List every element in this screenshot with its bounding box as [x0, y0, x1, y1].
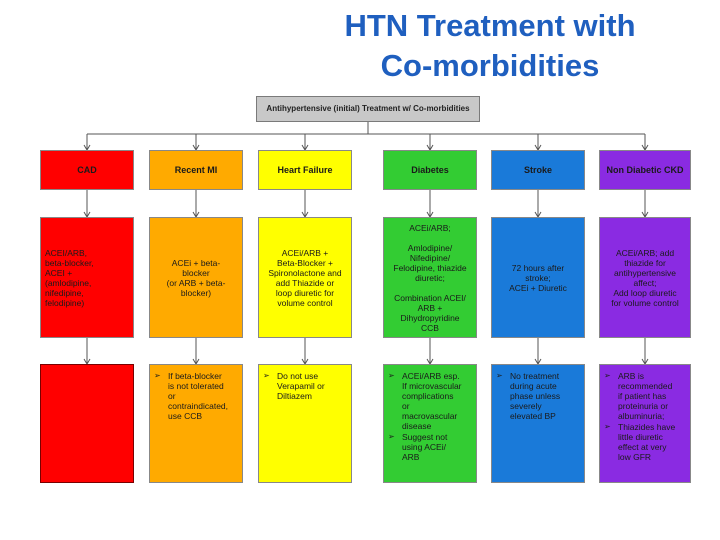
treatment-line: ARB +	[417, 302, 443, 313]
treatment-line: ACEi/ARB; add	[615, 247, 675, 258]
treatment-line: Amlodipine/	[407, 242, 453, 253]
title-line-1: HTN Treatment with	[344, 8, 636, 43]
note-line: If beta-blocker	[168, 371, 222, 381]
treatment-line: blocker)	[180, 287, 212, 298]
note-line: disease	[402, 421, 432, 431]
treatment-diabetes	[383, 217, 477, 338]
treatment-line: Felodipine, thiazide	[393, 262, 467, 273]
note-line: Suggest not	[402, 432, 448, 442]
treatment-line: antihypertensive	[614, 267, 676, 278]
notes-list	[263, 371, 347, 401]
header-cad: CAD	[40, 150, 134, 190]
treatment-line: Spironolactone and	[268, 267, 342, 278]
note-line: If microvascular	[402, 381, 462, 391]
note-line: albuminuria;	[618, 411, 665, 421]
header-recent-mi: Recent MI	[149, 150, 243, 190]
note-line: low GFR	[618, 452, 652, 462]
treatment-line: felodipine)	[45, 297, 85, 308]
note-item	[496, 371, 580, 421]
treatment-line: Dihydropyridine	[400, 312, 460, 323]
treatment-line	[393, 233, 466, 243]
treatment-text	[611, 248, 679, 308]
treatment-line: (or ARB + beta-	[166, 277, 226, 288]
note-line: is not tolerated	[168, 381, 224, 391]
note-line: elevated BP	[510, 411, 556, 421]
note-line: effect at very	[618, 442, 667, 452]
treatment-line: ACEi + Diuretic	[509, 282, 567, 293]
treatment-stroke	[491, 217, 585, 338]
note-line: if patient has	[618, 391, 667, 401]
treatment-text	[509, 263, 567, 293]
note-line: severely	[510, 401, 542, 411]
note-line: using ACEi/	[402, 442, 446, 452]
treatment-line: volume control	[277, 297, 333, 308]
treatment-line: diuretic;	[415, 272, 445, 283]
note-line: contraindicated,	[168, 401, 229, 411]
note-line: Verapamil or	[277, 381, 325, 391]
arrow-bullet-icon: ➢	[154, 371, 161, 380]
note-line: Do not use	[277, 371, 319, 381]
treatment-line: 72 hours after	[511, 262, 565, 273]
notes-list	[604, 371, 686, 462]
treatment-line: beta-blocker,	[45, 257, 94, 268]
note-line: ACEi/ARB esp.	[402, 371, 460, 381]
treatment-text	[167, 258, 226, 298]
notes-list	[496, 371, 580, 421]
arrow-bullet-icon: ➢	[604, 371, 611, 380]
note-line: Diltiazem	[277, 391, 312, 401]
note-line: or	[168, 391, 176, 401]
arrow-bullet-icon: ➢	[388, 432, 395, 441]
note-line: use CCB	[168, 411, 203, 421]
treatment-line	[393, 283, 466, 293]
notes-recent-mi	[149, 364, 243, 483]
treatment-line: thiazide for	[624, 257, 666, 268]
note-line: ARB	[402, 452, 420, 462]
note-line: complications	[402, 391, 454, 401]
notes-diabetes	[383, 364, 477, 483]
treatment-text	[268, 248, 341, 308]
notes-cad	[40, 364, 134, 483]
notes-stroke	[491, 364, 585, 483]
treatment-line: CCB	[421, 322, 439, 333]
treatment-line: Beta-Blocker +	[276, 257, 333, 268]
root-node: Antihypertensive (initial) Treatment w/ Co-morbidities	[256, 96, 480, 122]
note-line: little diuretic	[618, 432, 663, 442]
arrow-bullet-icon: ➢	[263, 371, 270, 380]
note-line: phase unless	[510, 391, 561, 401]
note-line: Thiazides have	[618, 422, 676, 432]
header-non-diabetic-ckd: Non Diabetic CKD	[599, 150, 691, 190]
note-item	[604, 422, 686, 462]
treatment-line: add Thiazide or	[275, 277, 335, 288]
treatment-line: Nifedipine/	[409, 252, 451, 263]
note-line: proteinuria or	[618, 401, 669, 411]
note-item	[263, 371, 347, 401]
header-stroke: Stroke	[491, 150, 585, 190]
note-line: or	[402, 401, 410, 411]
treatment-line: stroke;	[525, 272, 551, 283]
note-line: macrovascular	[402, 411, 458, 421]
treatment-line: ACEI/ARB,	[45, 247, 88, 258]
note-item	[388, 432, 472, 462]
treatment-line: affect;	[633, 277, 657, 288]
treatment-line: ACEi/ARB +	[281, 247, 329, 258]
arrow-bullet-icon: ➢	[388, 371, 395, 380]
title-line-2: Co-morbidities	[380, 48, 600, 83]
treatment-line: for volume control	[611, 297, 679, 308]
note-line: ARB is	[618, 371, 644, 381]
treatment-line: (amlodipine,	[45, 277, 92, 288]
note-line: recommended	[618, 381, 673, 391]
treatment-line: Add loop diuretic	[613, 287, 677, 298]
treatment-recent-mi	[149, 217, 243, 338]
treatment-line: ACEi + beta-	[171, 257, 221, 268]
treatment-heart-failure	[258, 217, 352, 338]
treatment-line: blocker	[182, 267, 210, 278]
treatment-cad	[40, 217, 134, 338]
note-line: during acute	[510, 381, 557, 391]
treatment-line: loop diuretic for	[275, 287, 335, 298]
treatment-line: ACEi/ARB;	[409, 222, 451, 233]
treatment-line: nifedipine,	[45, 287, 84, 298]
treatment-line: Combination ACEI/	[394, 292, 466, 303]
arrow-bullet-icon: ➢	[604, 422, 611, 431]
header-heart-failure: Heart Failure	[258, 150, 352, 190]
notes-list	[154, 371, 238, 421]
note-item	[154, 371, 238, 421]
treatment-non-diabetic-ckd	[599, 217, 691, 338]
note-line: No treatment	[510, 371, 560, 381]
header-diabetes: Diabetes	[383, 150, 477, 190]
arrow-bullet-icon: ➢	[496, 371, 503, 380]
note-item	[388, 371, 472, 431]
notes-list	[388, 371, 472, 462]
treatment-line: ACEI +	[45, 267, 73, 278]
notes-heart-failure	[258, 364, 352, 483]
treatment-text	[393, 223, 466, 333]
note-item	[604, 371, 686, 421]
notes-non-diabetic-ckd	[599, 364, 691, 483]
treatment-text	[45, 248, 94, 308]
